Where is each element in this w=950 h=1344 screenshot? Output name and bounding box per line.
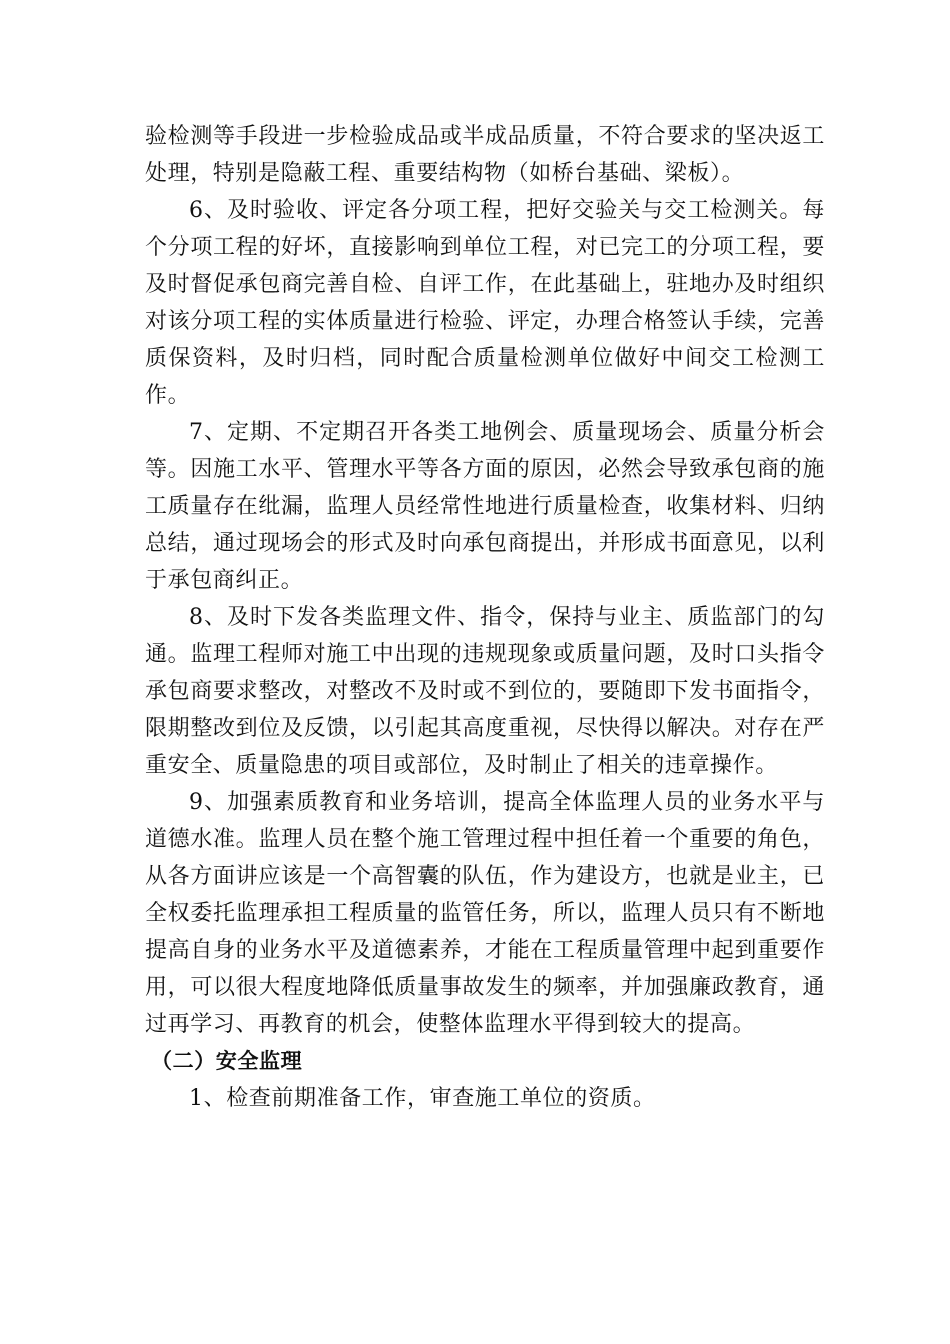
paragraph-item-6: 6、及时验收、评定各分项工程，把好交验关与交工检测关。每个分项工程的好坏，直接影响到单位工程，对已完工的分项工程，要及时督促承包商完善自检、自评工作，在此基础上，驻地办及时组织对该分项工程的实体质量进行检验、评定，办理合格签认手续，完善质保资料，及时归档，同时配合质量检测单位做好中间交工检测工作。: [145, 198, 825, 408]
paragraph-continuation: 验检测等手段进一步检验成品或半成品质量，不符合要求的坚决返工处理，特别是隐蔽工程、重要结构物（如桥台基础、梁板）。: [145, 124, 825, 186]
document-body: [145, 118, 825, 1117]
paragraph-item-7: 7、定期、不定期召开各类工地例会、质量现场会、质量分析会等。因施工水平、管理水平等各方面的原因，必然会导致承包商的施工质量存在纰漏，监理人员经常性地进行质量检查，收集材料、归纳总结，通过现场会的形式及时向承包商提出，并形成书面意见，以利于承包商纠正。: [145, 420, 825, 593]
paragraph-item-8: 8、及时下发各类监理文件、指令，保持与业主、质监部门的勾通。监理工程师对施工中出现的违规现象或质量问题，及时口头指令承包商要求整改，对整改不及时或不到位的，要随即下发书面指令，限期整改到位及反馈，以引起其高度重视，尽快得以解决。对存在严重安全、质量隐患的项目或部位，及时制止了相关的违章操作。: [145, 605, 825, 778]
section-heading-safety-supervision: （二）安全监理: [151, 1049, 303, 1073]
safety-item-1: 1、检查前期准备工作，审查施工单位的资质。: [189, 1086, 656, 1111]
paragraph-item-9: 9、加强素质教育和业务培训，提高全体监理人员的业务水平与道德水准。监理人员在整个施工管理过程中担任着一个重要的角色，从各方面讲应该是一个高智囊的队伍，作为建设方，也就是业主，已全权委托监理承担工程质量的监管任务，所以，监理人员只有不断地提高自身的业务水平及道德素养，才能在工程质量管理中起到重要作用，可以很大程度地降低质量事故发生的频率，并加强廉政教育，通过再学习、再教育的机会，使整体监理水平得到较大的提高。: [145, 790, 825, 1037]
